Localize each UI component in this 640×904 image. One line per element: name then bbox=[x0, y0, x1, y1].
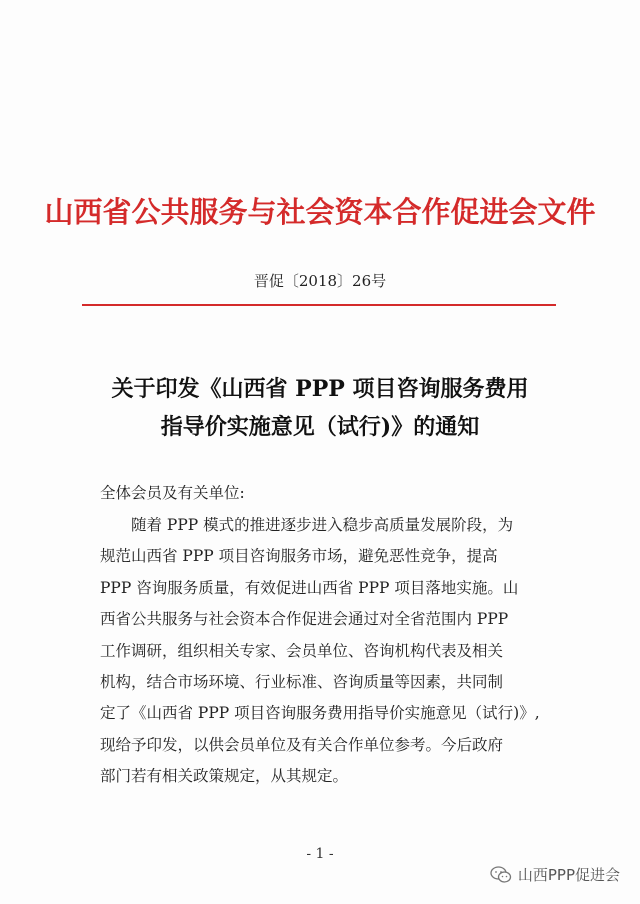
wechat-icon bbox=[490, 866, 512, 884]
body-line: 工作调研，组织相关专家、会员单位、咨询机构代表及相关 bbox=[100, 641, 504, 660]
letterhead-title: 山西省公共服务与社会资本合作促进会文件 bbox=[44, 195, 596, 229]
body-text bbox=[100, 510, 560, 793]
body-line: 部门若有相关政策规定，从其规定。 bbox=[100, 767, 349, 786]
body-line: 随着 PPP 模式的推进逐步进入稳步高质量发展阶段，为 bbox=[100, 516, 514, 534]
addressee: 全体会员及有关单位: bbox=[100, 484, 245, 502]
watermark-text: 山西PPP促进会 bbox=[517, 866, 620, 884]
notice-title bbox=[60, 370, 580, 446]
body-line: 机构，结合市场环境、行业标准、咨询质量等因素，共同制 bbox=[100, 672, 504, 691]
body-line: 现给予印发，以供会员单位及有关合作单位参考。今后政府 bbox=[100, 735, 504, 754]
page-number: - 1 - bbox=[306, 846, 334, 862]
body-line: 西省公共服务与社会资本合作促进会通过对全省范围内 PPP bbox=[100, 610, 509, 629]
red-divider-line bbox=[82, 304, 556, 306]
notice-title-line: 指导价实施意见（试行)》的通知 bbox=[160, 414, 480, 440]
body-line: 规范山西省 PPP 项目咨询服务市场，避免恶性竞争，提高 bbox=[100, 547, 498, 566]
body-line: 定了《山西省 PPP 项目咨询服务费用指导价实施意见（试行)》, bbox=[100, 704, 540, 723]
notice-title-line: 关于印发《山西省 PPP 项目咨询服务费用 bbox=[111, 376, 529, 402]
document-number: 晋促〔2018〕26号 bbox=[253, 272, 387, 290]
wechat-watermark bbox=[490, 864, 620, 885]
body-line: PPP 咨询服务质量，有效促进山西省 PPP 项目落地实施。山 bbox=[100, 578, 519, 597]
